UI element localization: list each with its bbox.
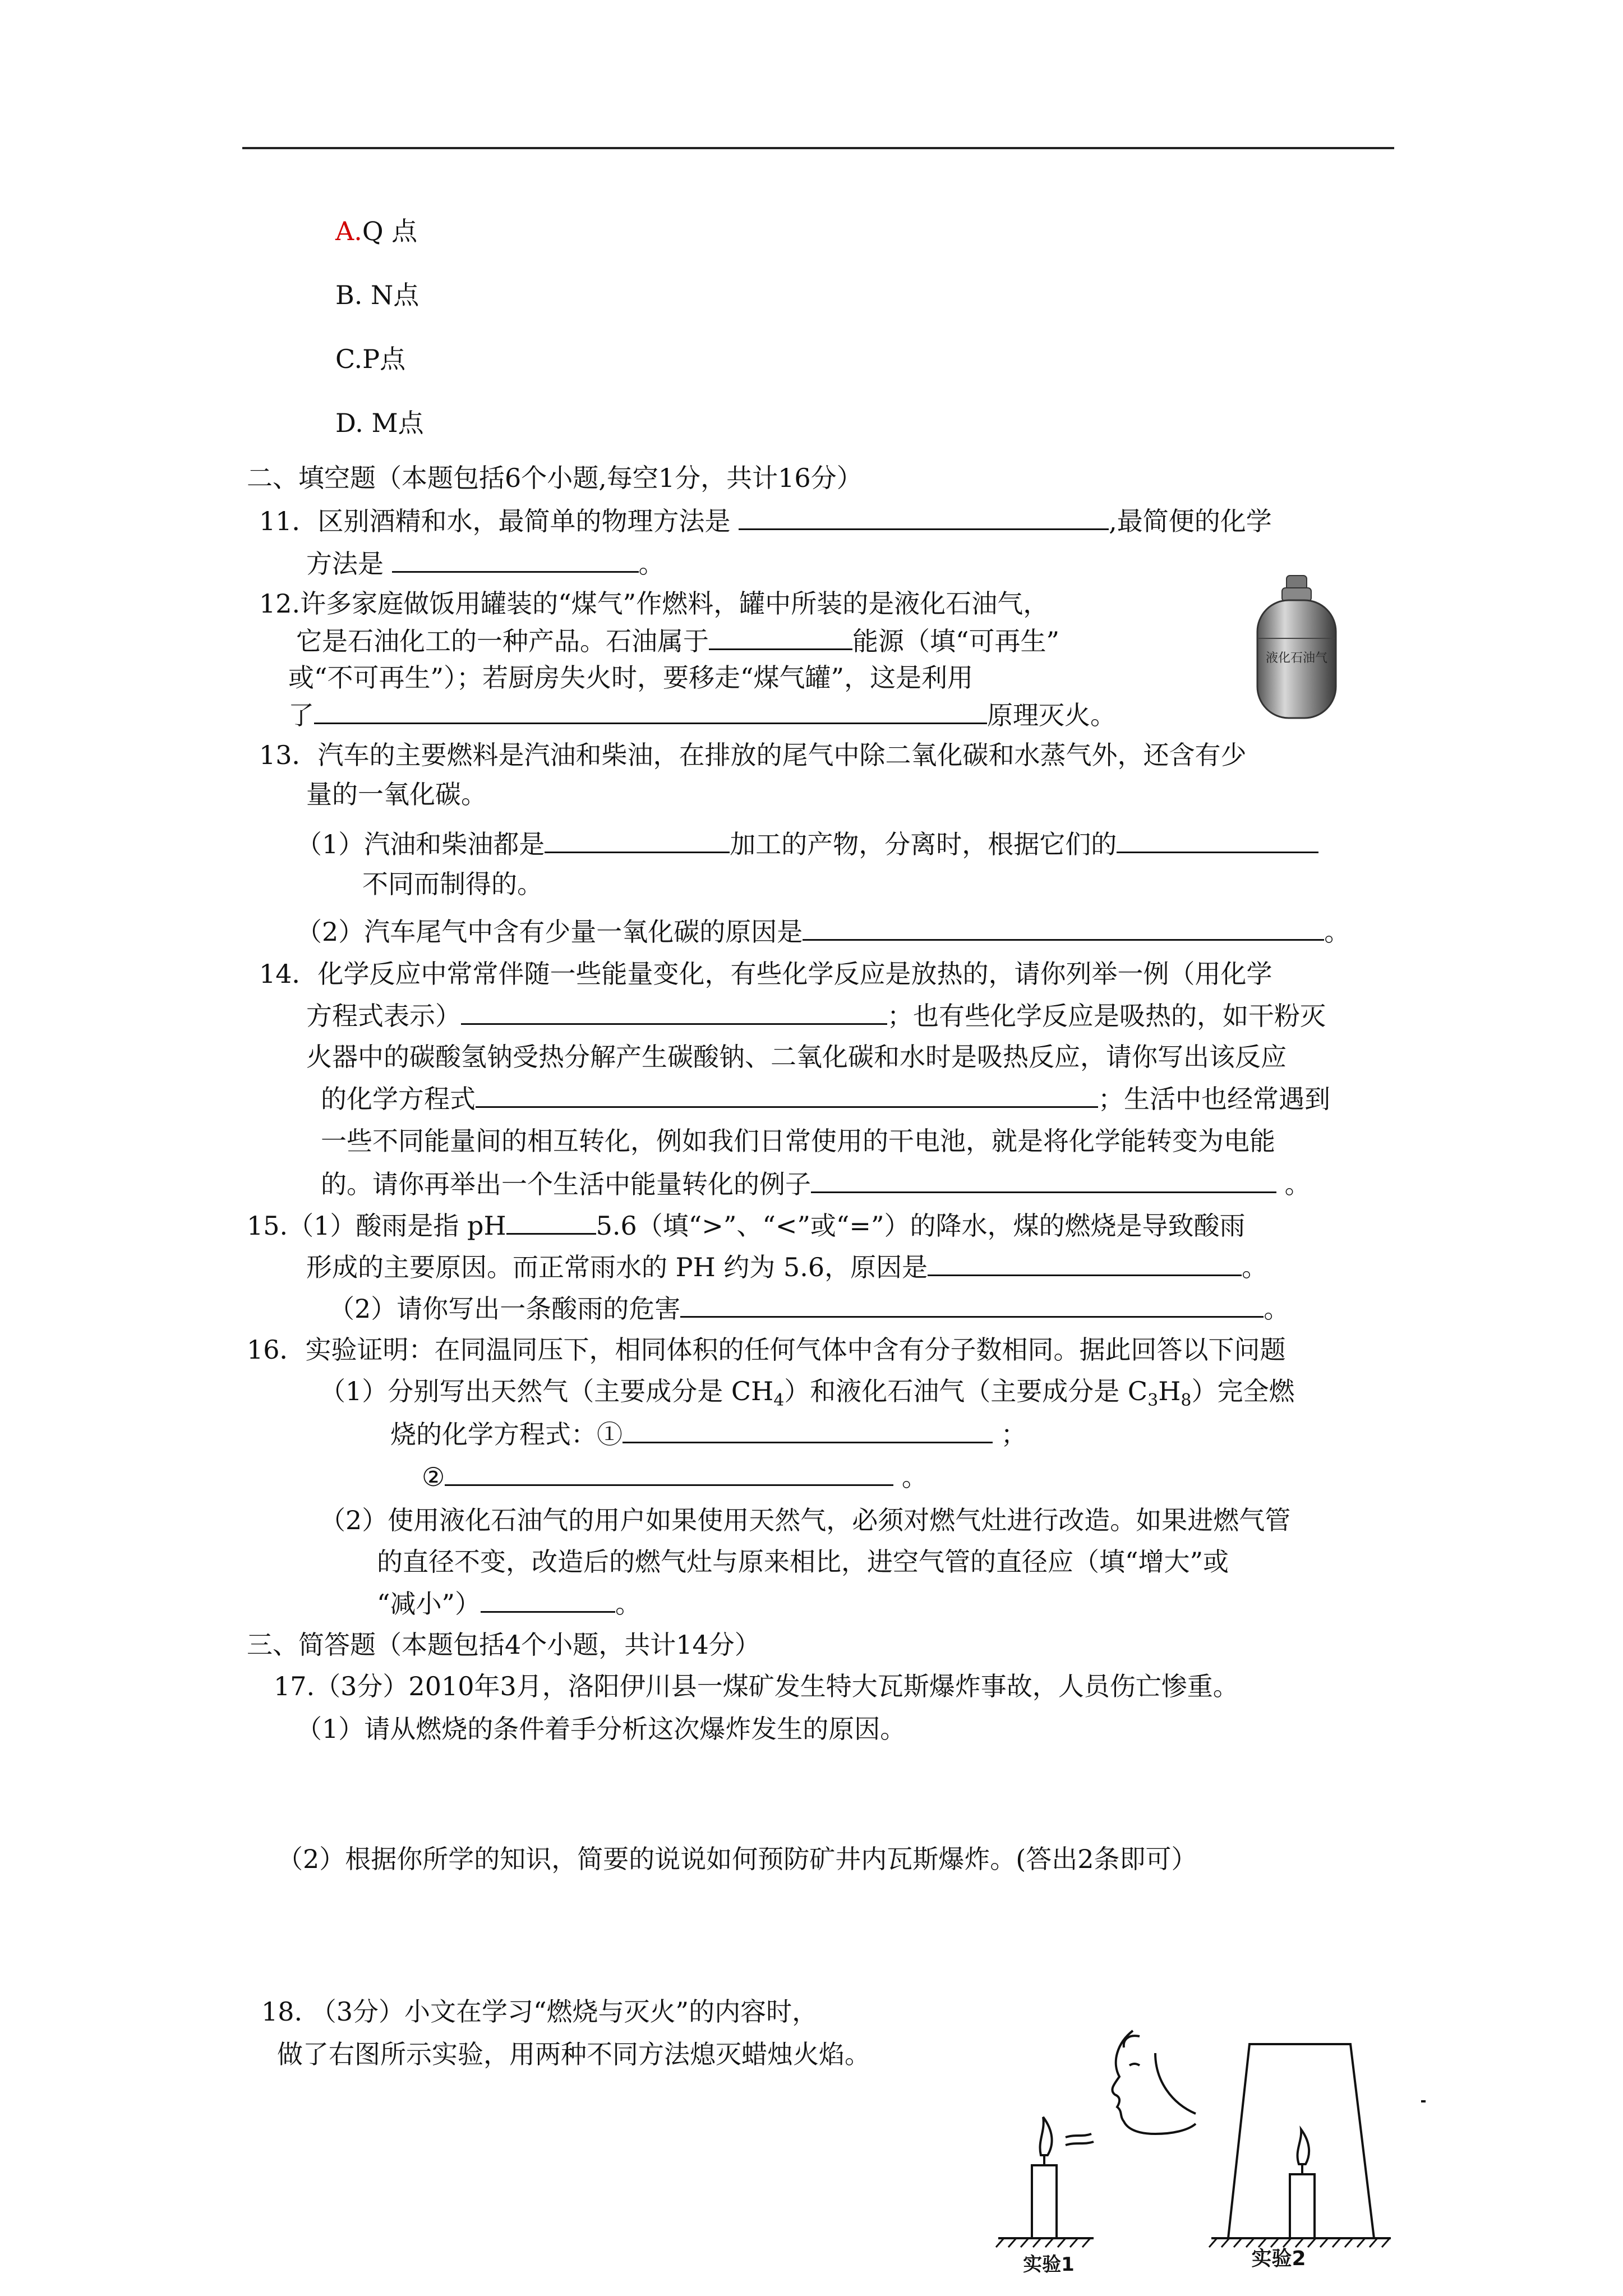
- q14-text-d: ；生活中也经常遇到: [1098, 1084, 1330, 1114]
- q12-text-c: 了: [288, 700, 314, 730]
- q13-line2: 量的一氧化碳。: [306, 779, 487, 809]
- q16-blank-2[interactable]: [445, 1460, 893, 1486]
- q15-text-b: 5.6（填“>”、“<”或“=”）的降水，煤的燃烧是导致酸雨: [596, 1211, 1246, 1241]
- q11-blank-1[interactable]: [739, 504, 1109, 530]
- q12-line2: [296, 624, 1059, 658]
- q16-sub1: [320, 1374, 1295, 1411]
- q11-line1: [259, 504, 1272, 538]
- q11-blank-2[interactable]: [392, 546, 639, 573]
- q16-text-e: ；: [1000, 1419, 1027, 1450]
- q17-sub1: （1）请从燃烧的条件着手分析这次爆炸发生的原因。: [296, 1714, 906, 1744]
- q14-line2: [306, 999, 1326, 1033]
- experiment-1-drawing: [996, 2031, 1196, 2247]
- q16-text-i: “减小”）: [377, 1589, 481, 1619]
- q15-text-f: 。: [1264, 1294, 1290, 1324]
- q14-text-f: 。: [1284, 1169, 1311, 1199]
- q12-line3: 或“不可再生”）；若厨房失火时，要移走“煤气罐”，这是利用: [288, 662, 974, 693]
- q14-line5: 一些不同能量间的相互转化，例如我们日常使用的干电池，就是将化学能转变为电能: [321, 1126, 1275, 1156]
- experiment-2-drawing: [1209, 2044, 1426, 2247]
- q16-text-g: 。: [901, 1462, 928, 1492]
- q13-text-d: 。: [1324, 917, 1350, 947]
- q11-text-c: 方法是: [306, 549, 384, 579]
- q13-blank-1[interactable]: [545, 827, 730, 853]
- q15-line3: [329, 1291, 1289, 1326]
- q14-text: 方程式表示）: [306, 1001, 461, 1031]
- q11-text-d: 。: [638, 549, 665, 579]
- q14-line1: 14．化学反应中常常伴随一些能量变化，有些化学反应是放热的，请你列举一例（用化学: [259, 959, 1272, 989]
- q16-sub1-eq2: [422, 1460, 928, 1494]
- q15-blank-3[interactable]: [680, 1291, 1264, 1318]
- q14-line3: 火器中的碳酸氢钠受热分解产生碳酸钠、二氧化碳和水时是吸热反应，请你写出该反应: [306, 1042, 1287, 1072]
- q13-sub1: [296, 827, 1318, 861]
- option-b: B. N点: [335, 280, 419, 310]
- q16-sub2-line3: [377, 1586, 641, 1621]
- q16-sub-4: 4: [773, 1391, 785, 1411]
- section-2-heading: 二、填空题（本题包括6个小题,每空1分，共计16分）: [247, 463, 863, 493]
- q18-line1: 18. （3分）小文在学习“燃烧与灭火”的内容时，: [261, 1996, 818, 2027]
- q15-text-e: （2）请你写出一条酸雨的危害: [329, 1294, 681, 1324]
- q12-line4: [288, 698, 1116, 732]
- q16-sub-3: 3: [1147, 1391, 1159, 1411]
- q14-blank-2[interactable]: [476, 1082, 1098, 1108]
- q17-sub2: （2）根据你所学的知识，简要的说说如何预防矿井内瓦斯爆炸。(答出2条即可）: [277, 1844, 1197, 1874]
- q17-line1: 17.（3分）2010年3月，洛阳伊川县一煤矿发生特大瓦斯爆炸事故，人员伤亡惨重。: [274, 1671, 1239, 1701]
- q15-line2: [306, 1250, 1267, 1284]
- q16-sub2-line2: 的直径不变，改造后的燃气灶与原来相比，进空气管的直径应（填“增大”或: [377, 1547, 1229, 1577]
- q16-text-h: H: [1158, 1376, 1181, 1406]
- q14-text-e: 的。请你再举出一个生活中能量转化的例子: [321, 1169, 811, 1199]
- q12-line1: 12.许多家庭做饭用罐装的“煤气”作燃料，罐中所装的是液化石油气，: [259, 588, 1049, 619]
- experiment-1-label: 实验1: [1023, 2253, 1075, 2276]
- option-a: [335, 214, 417, 248]
- q12-text: 它是石油化工的一种产品。石油属于: [296, 626, 709, 656]
- q11-text-b: ,最简便的化学: [1109, 506, 1272, 536]
- q16-blank-1[interactable]: [623, 1417, 993, 1443]
- q15-blank-1[interactable]: [506, 1208, 596, 1235]
- q12-blank-1[interactable]: [709, 624, 852, 650]
- option-d: D. M点: [335, 408, 424, 438]
- option-c: C.P点: [335, 344, 406, 374]
- gas-tank-figure: [1252, 572, 1341, 724]
- q14-text-b: ；也有些化学反应是吸热的，如干粉灭: [887, 1001, 1326, 1031]
- header-rule: [242, 147, 1394, 149]
- q16-text-j: 。: [615, 1589, 642, 1619]
- q16-sub-8: 8: [1181, 1391, 1192, 1411]
- q16-text-c: ）完全燃: [1191, 1376, 1295, 1406]
- q13-text-c: （2）汽车尾气中含有少量一氧化碳的原因是: [296, 917, 803, 947]
- q11-line2: [306, 546, 665, 581]
- q13-sub2: [296, 914, 1350, 949]
- q13-blank-2[interactable]: [1117, 827, 1318, 853]
- q13-text-b: 加工的产物，分离时，根据它们的: [730, 829, 1117, 859]
- tank-label: 液化石油气: [1265, 651, 1328, 665]
- q16-line1: 16．实验证明：在同温同压下，相同体积的任何气体中含有分子数相同。据此回答以下问题: [247, 1335, 1286, 1365]
- experiment-2-label: 实验2: [1251, 2247, 1306, 2270]
- q14-line6: [321, 1167, 1311, 1201]
- q16-blank-3[interactable]: [481, 1586, 615, 1613]
- q14-line4: [321, 1082, 1330, 1116]
- option-a-text: Q 点: [362, 216, 418, 246]
- q16-text-f: ②: [422, 1462, 445, 1492]
- q15-text-c: 形成的主要原因。而正常雨水的 PH 约为 5.6，原因是: [306, 1252, 928, 1282]
- q14-blank-1[interactable]: [461, 999, 887, 1025]
- q16-text-d: 烧的化学方程式：①: [390, 1419, 623, 1450]
- option-a-letter: A.: [335, 216, 362, 246]
- q18-line2: 做了右图所示实验，用两种不同方法熄灭蜡烛火焰。: [277, 2039, 870, 2069]
- q12-text-d: 原理灭火。: [987, 700, 1116, 730]
- q15-text-d: 。: [1242, 1252, 1268, 1282]
- q16-text-b: ）和液化石油气（主要成分是 C: [784, 1376, 1148, 1406]
- q12-blank-2[interactable]: [314, 698, 987, 724]
- section-3-heading: 三、简答题（本题包括4个小题，共计14分）: [247, 1630, 760, 1660]
- q16-text: （1）分别写出天然气（主要成分是 CH: [320, 1376, 774, 1406]
- q13-line1: 13．汽车的主要燃料是汽油和柴油，在排放的尾气中除二氧化碳和水蒸气外，还含有少: [259, 740, 1247, 770]
- q16-sub2-line1: （2）使用液化石油气的用户如果使用天然气，必须对燃气灶进行改造。如果进燃气管: [320, 1505, 1291, 1535]
- q13-sub1-cont: 不同而制得的。: [362, 869, 543, 899]
- q14-text-c: 的化学方程式: [321, 1084, 476, 1114]
- q14-blank-3[interactable]: [811, 1167, 1276, 1193]
- q11-text: 11．区别酒精和水，最简单的物理方法是: [259, 506, 731, 536]
- candle-experiment-figure: [987, 1997, 1436, 2277]
- q15-text: 15.（1）酸雨是指 pH: [247, 1211, 506, 1241]
- q15-blank-2[interactable]: [928, 1250, 1242, 1276]
- q12-text-b: 能源（填“可再生”: [852, 626, 1060, 656]
- q13-text: （1）汽油和柴油都是: [296, 829, 545, 859]
- q13-blank-3[interactable]: [803, 914, 1324, 941]
- q16-sub1-eq1: [390, 1417, 1027, 1451]
- q15-line1: [247, 1208, 1246, 1243]
